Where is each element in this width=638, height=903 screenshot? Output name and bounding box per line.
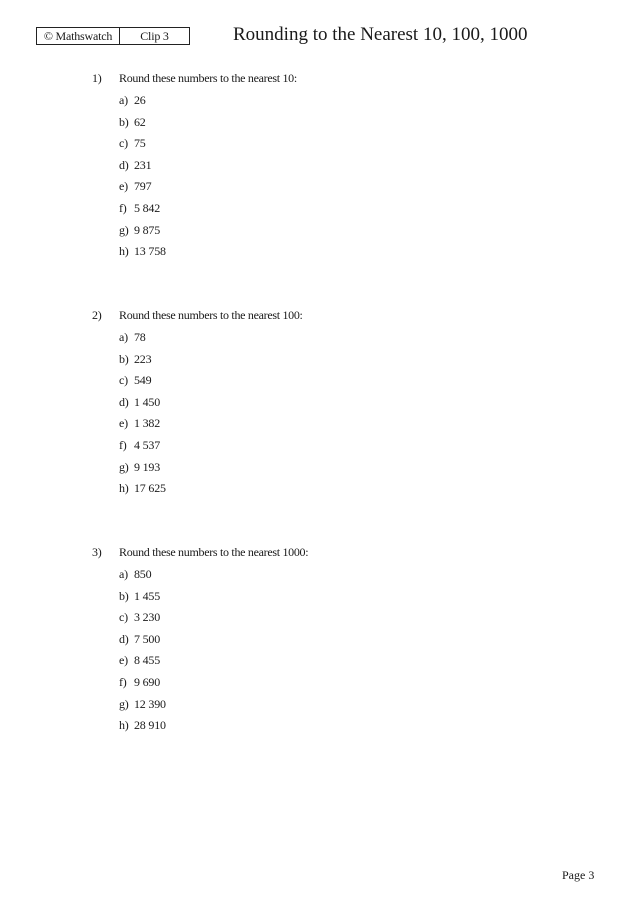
item-letter: h) [119, 481, 129, 496]
item-letter: e) [119, 416, 128, 431]
question-prompt: Round these numbers to the nearest 1000: [119, 545, 309, 559]
item-value: 1 450 [134, 394, 161, 409]
list-item [119, 329, 512, 351]
item-letter: f) [119, 200, 127, 215]
list-item [119, 631, 512, 653]
item-letter: c) [119, 373, 128, 388]
item-letter: e) [119, 179, 128, 194]
item-letter: g) [119, 696, 129, 711]
item-letter: h) [119, 244, 129, 259]
item-value: 75 [134, 136, 146, 151]
item-letter: g) [119, 459, 129, 474]
list-item [119, 351, 512, 373]
item-letter: f) [119, 437, 127, 452]
item-value: 28 910 [134, 718, 166, 733]
item-value: 9 875 [134, 222, 161, 237]
item-letter: c) [119, 610, 128, 625]
list-item [119, 696, 512, 718]
item-letter: a) [119, 330, 128, 344]
clip-label: Clip 3 [140, 28, 169, 43]
question-number: 1) [92, 71, 102, 85]
question-number: 3) [92, 545, 102, 559]
item-letter: b) [119, 351, 129, 366]
list-item [119, 437, 512, 459]
item-letter: d) [119, 631, 129, 646]
item-letter: f) [119, 674, 127, 689]
item-letter: e) [119, 653, 128, 668]
list-item [119, 588, 512, 610]
question-items [119, 329, 512, 502]
question-2 [92, 307, 512, 502]
list-item [119, 372, 512, 394]
list-item [119, 459, 512, 481]
item-value: 3 230 [134, 610, 161, 625]
item-value: 4 537 [134, 437, 161, 452]
item-value: 231 [134, 157, 152, 172]
item-value: 78 [134, 330, 146, 344]
item-value: 850 [134, 567, 152, 581]
list-item [119, 480, 512, 502]
list-item [119, 114, 512, 136]
question-1 [92, 70, 512, 265]
item-value: 549 [134, 373, 152, 388]
question-3 [92, 544, 512, 739]
item-letter: c) [119, 136, 128, 151]
list-item [119, 243, 512, 265]
item-value: 5 842 [134, 200, 161, 215]
item-value: 8 455 [134, 653, 161, 668]
item-letter: d) [119, 157, 129, 172]
list-item [119, 135, 512, 157]
item-letter: h) [119, 718, 129, 733]
item-letter: a) [119, 567, 128, 581]
list-item [119, 222, 512, 244]
list-item [119, 415, 512, 437]
item-letter: g) [119, 222, 129, 237]
item-value: 26 [134, 93, 146, 107]
item-letter: d) [119, 394, 129, 409]
item-letter: a) [119, 93, 128, 107]
list-item [119, 394, 512, 416]
list-item [119, 652, 512, 674]
question-items [119, 566, 512, 739]
item-value: 1 382 [134, 416, 161, 431]
item-value: 62 [134, 114, 146, 129]
question-items [119, 92, 512, 265]
list-item [119, 609, 512, 631]
list-item [119, 200, 512, 222]
item-value: 13 758 [134, 244, 166, 259]
item-value: 223 [134, 351, 152, 366]
item-value: 1 455 [134, 588, 161, 603]
list-item [119, 178, 512, 200]
header-box [36, 27, 190, 45]
item-value: 9 193 [134, 459, 161, 474]
copyright-label: © Mathswatch [37, 28, 120, 44]
list-item [119, 674, 512, 696]
question-prompt: Round these numbers to the nearest 10: [119, 71, 297, 85]
item-letter: b) [119, 588, 129, 603]
page-number: Page 3 [562, 868, 595, 882]
list-item [119, 157, 512, 179]
list-item [119, 92, 512, 114]
item-value: 9 690 [134, 674, 161, 689]
question-prompt: Round these numbers to the nearest 100: [119, 308, 303, 322]
list-item [119, 566, 512, 588]
item-value: 797 [134, 179, 152, 194]
item-value: 7 500 [134, 631, 161, 646]
question-number: 2) [92, 308, 102, 322]
list-item [119, 717, 512, 739]
page-title: Rounding to the Nearest 10, 100, 1000 [233, 24, 528, 45]
item-letter: b) [119, 114, 129, 129]
item-value: 17 625 [134, 481, 166, 496]
item-value: 12 390 [134, 696, 166, 711]
